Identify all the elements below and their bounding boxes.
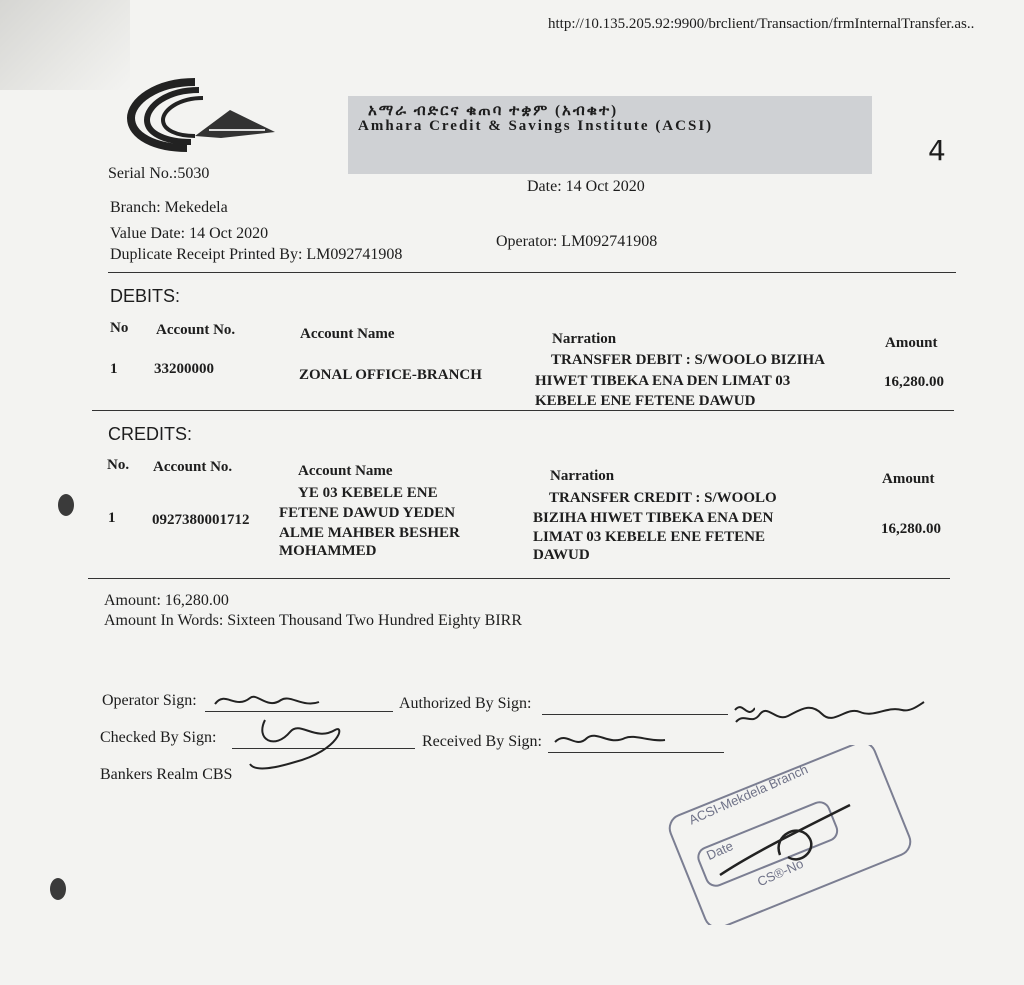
credit-narration-line: TRANSFER CREDIT : S/WOOLO — [549, 490, 777, 506]
credit-row-no: 1 — [108, 510, 116, 526]
credit-row-amount: 16,280.00 — [881, 521, 941, 537]
branch: Branch: Mekedela — [110, 199, 228, 216]
debit-row-account-no: 33200000 — [154, 361, 214, 377]
system-footer: Bankers Realm CBS — [100, 766, 233, 783]
page-url: http://10.135.205.92:9900/brclient/Transaction/frmInternalTransfer.as.. — [548, 16, 975, 32]
credit-col-account-no: Account No. — [153, 459, 233, 475]
debit-col-account-no: Account No. — [156, 322, 236, 338]
credit-col-amount: Amount — [882, 471, 935, 487]
debit-row-account-name: ZONAL OFFICE-BRANCH — [299, 367, 482, 383]
received-sign-label: Received By Sign: — [422, 733, 542, 750]
credit-narration-line: BIZIHA HIWET TIBEKA ENA DEN — [533, 510, 774, 526]
operator-sign-label: Operator Sign: — [102, 692, 197, 709]
credits-title: CREDITS: — [108, 424, 193, 444]
receipt-date: Date: 14 Oct 2020 — [527, 178, 645, 195]
credit-account-name-line: FETENE DAWUD YEDEN — [279, 505, 456, 521]
handwritten-page-number: 4 — [928, 134, 946, 167]
credit-row-account-no: 0927380001712 — [152, 512, 250, 528]
debit-narration-line: TRANSFER DEBIT : S/WOOLO BIZIHA — [551, 352, 825, 368]
summary-amount-words: Amount In Words: Sixteen Thousand Two Hundred Eighty BIRR — [104, 612, 523, 629]
punch-hole — [58, 494, 74, 516]
acsi-logo — [125, 74, 290, 154]
stamp-date-label: Date — [704, 838, 736, 863]
summary-amount: Amount: 16,280.00 — [104, 592, 229, 609]
credit-col-account-name: Account Name — [298, 463, 393, 479]
credit-col-narration: Narration — [550, 468, 615, 484]
debits-title: DEBITS: — [110, 286, 181, 306]
credit-account-name-line: YE 03 KEBELE ENE — [298, 485, 438, 501]
torn-corner — [0, 0, 130, 90]
stamp-branch-text: ACSI-Mekdela Branch — [686, 761, 811, 828]
credit-col-no: No. — [107, 457, 130, 473]
credit-account-name-line: MOHAMMED — [279, 543, 377, 559]
credit-narration-line: DAWUD — [533, 547, 590, 563]
debit-narration-line: KEBELE ENE FETENE DAWUD — [535, 393, 756, 409]
divider — [92, 410, 954, 411]
debit-narration-line: HIWET TIBEKA ENA DEN LIMAT 03 — [535, 373, 791, 389]
debit-col-amount: Amount — [885, 335, 938, 351]
institution-name-amharic: አማራ ብድርና ቁጠባ ተቋም (አብቁተ) — [368, 103, 619, 119]
credit-account-name-line: ALME MAHBER BESHER — [279, 525, 460, 541]
punch-hole — [50, 878, 66, 900]
institution-name-english: Amhara Credit & Savings Institute (ACSI) — [358, 118, 714, 134]
branch-stamp — [660, 745, 920, 925]
duplicate-printed-by: Duplicate Receipt Printed By: LM092741908 — [110, 246, 403, 263]
debit-col-no: No — [110, 320, 129, 336]
operator: Operator: LM092741908 — [496, 233, 658, 250]
checked-sign-label: Checked By Sign: — [100, 729, 217, 746]
authorized-sign-label: Authorized By Sign: — [399, 695, 532, 712]
serial-number: Serial No.:5030 — [108, 165, 210, 182]
divider — [108, 272, 956, 273]
handwritten-note — [730, 692, 930, 742]
debit-row-amount: 16,280.00 — [884, 374, 944, 390]
stamp-cs-no: CS®-No — [755, 855, 806, 890]
debit-col-account-name: Account Name — [300, 326, 395, 342]
divider — [88, 578, 950, 579]
credit-narration-line: LIMAT 03 KEBELE ENE FETENE — [533, 529, 766, 545]
debit-row-no: 1 — [110, 361, 118, 377]
debit-col-narration: Narration — [552, 331, 617, 347]
value-date: Value Date: 14 Oct 2020 — [110, 225, 269, 242]
